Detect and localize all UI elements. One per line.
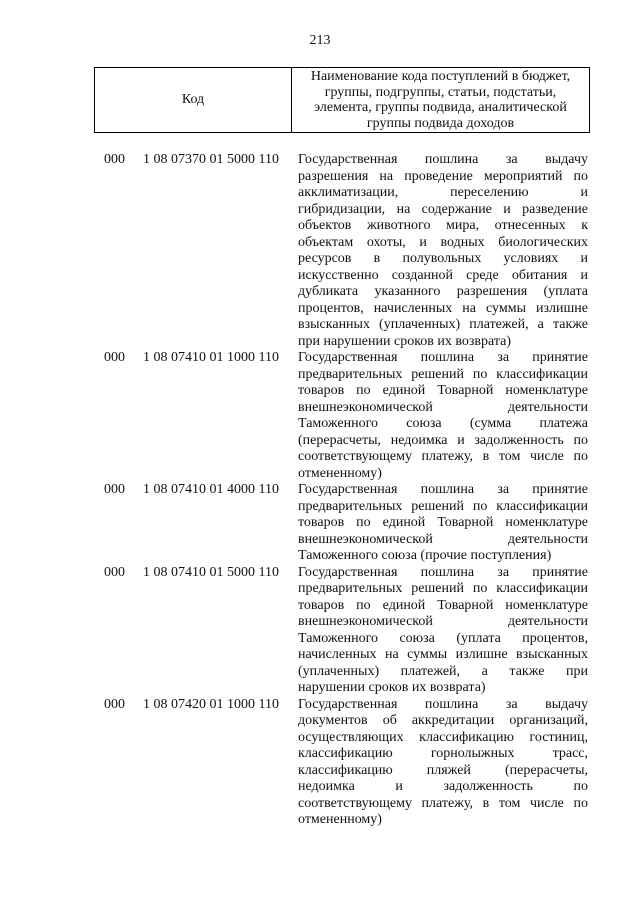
description-line: товаров по единой Товарной номенклатуре <box>298 383 588 398</box>
description-line: Государственная пошлина за принятие <box>298 482 588 497</box>
description-line: документов об аккредитации организаций, <box>298 713 588 728</box>
description-line: внешнеэкономической деятельности <box>298 531 588 547</box>
admin-code: 000 <box>104 482 125 497</box>
description-line: разрешения на проведение мероприятий по <box>298 168 588 184</box>
admin-code: 000 <box>104 350 125 365</box>
description-line: предварительных решений по классификации <box>298 581 588 596</box>
admin-code: 000 <box>104 152 125 167</box>
revenue-description <box>298 152 588 350</box>
revenue-description <box>298 565 588 697</box>
revenue-code: 1 08 07410 01 1000 110 <box>143 350 279 365</box>
revenue-code: 1 08 07370 01 5000 110 <box>143 152 279 167</box>
table-header <box>94 67 590 133</box>
header-code-cell <box>95 68 292 132</box>
description-line: начисленных на суммы излишне взысканных <box>298 647 588 662</box>
description-line: товаров по единой Товарной номенклатуре <box>298 515 588 530</box>
header-name-line: группы, подгруппы, статьи, подстатьи, <box>324 84 557 100</box>
description-line: осуществляющих классификацию гостиниц, <box>298 729 588 745</box>
description-line: внешнеэкономической деятельности <box>298 399 588 415</box>
revenue-description <box>298 350 588 482</box>
revenue-description <box>298 482 588 565</box>
admin-code: 000 <box>104 564 125 580</box>
description-line: Таможенного союза (сумма платежа <box>298 416 588 431</box>
description-line: товаров по единой Товарной номенклатуре <box>298 597 588 613</box>
description-line: внешнеэкономической деятельности <box>298 614 588 629</box>
description-line: Государственная пошлина за принятие <box>298 564 588 580</box>
description-line: соответствующему платежу, в том числе по <box>298 449 588 464</box>
description-line: объектов животного мира, отнесенных к <box>298 218 588 233</box>
description-line: Государственная пошлина за выдачу <box>298 696 588 712</box>
description-line: недоимка и задолженность по <box>298 779 588 794</box>
description-line: отмененному) <box>298 812 382 827</box>
table-row <box>0 565 640 697</box>
description-line: гибридизации, на содержание и разведение <box>298 201 588 217</box>
description-line: Таможенного союза (прочие поступления) <box>298 548 552 563</box>
description-line: Государственная пошлина за выдачу <box>298 152 588 167</box>
table-row <box>0 152 640 350</box>
description-line: Таможенного союза (уплата процентов, <box>298 630 588 646</box>
description-line: соответствующему платежу, в том числе по <box>298 795 588 811</box>
table-row <box>0 482 640 565</box>
description-line: предварительных решений по классификации <box>298 498 588 514</box>
header-name-line: группы подвида доходов <box>366 115 515 131</box>
description-line: процентов, начисленных на суммы излишне <box>298 300 588 316</box>
header-name-cell <box>292 68 589 132</box>
header-name-line: элемента, группы подвида, аналитической <box>314 100 567 115</box>
description-line: классификацию пляжей (перерасчеты, <box>298 762 588 778</box>
description-line: предварительных решений по классификации <box>298 366 588 382</box>
header-code-label: Код <box>181 92 205 107</box>
description-line: акклиматизации, переселению и <box>298 185 588 200</box>
description-line: классификацию горнолыжных трасс, <box>298 746 588 761</box>
description-line: (уплаченных) платежей, а также при <box>298 663 588 679</box>
description-line: (перерасчеты, недоимка и задолженность по <box>298 432 588 448</box>
admin-code: 000 <box>104 696 125 712</box>
description-line: нарушении сроков их возврата) <box>298 680 486 695</box>
description-line: взысканных (уплаченных) платежей, а также <box>298 317 588 332</box>
description-line: Государственная пошлина за принятие <box>298 350 588 365</box>
revenue-code: 1 08 07410 01 4000 110 <box>143 482 279 497</box>
revenue-code: 1 08 07410 01 5000 110 <box>143 564 279 580</box>
description-line: ресурсов в полувольных условиях и <box>298 251 588 266</box>
description-line: отмененному) <box>298 465 382 481</box>
page-number: 213 <box>309 33 331 48</box>
description-line: искусственно созданной среде обитания и <box>298 267 588 283</box>
header-name-line: Наименование кода поступлений в бюджет, <box>310 69 571 84</box>
entries-list <box>0 152 640 829</box>
description-line: при нарушении сроков их возврата) <box>298 333 512 349</box>
description-line: дубликата указанного разрешения (уплата <box>298 284 588 299</box>
table-row <box>0 697 640 829</box>
description-line: объектам охоты, и водных биологических <box>298 234 588 250</box>
table-row <box>0 350 640 482</box>
revenue-description <box>298 697 588 829</box>
revenue-code: 1 08 07420 01 1000 110 <box>143 696 279 712</box>
